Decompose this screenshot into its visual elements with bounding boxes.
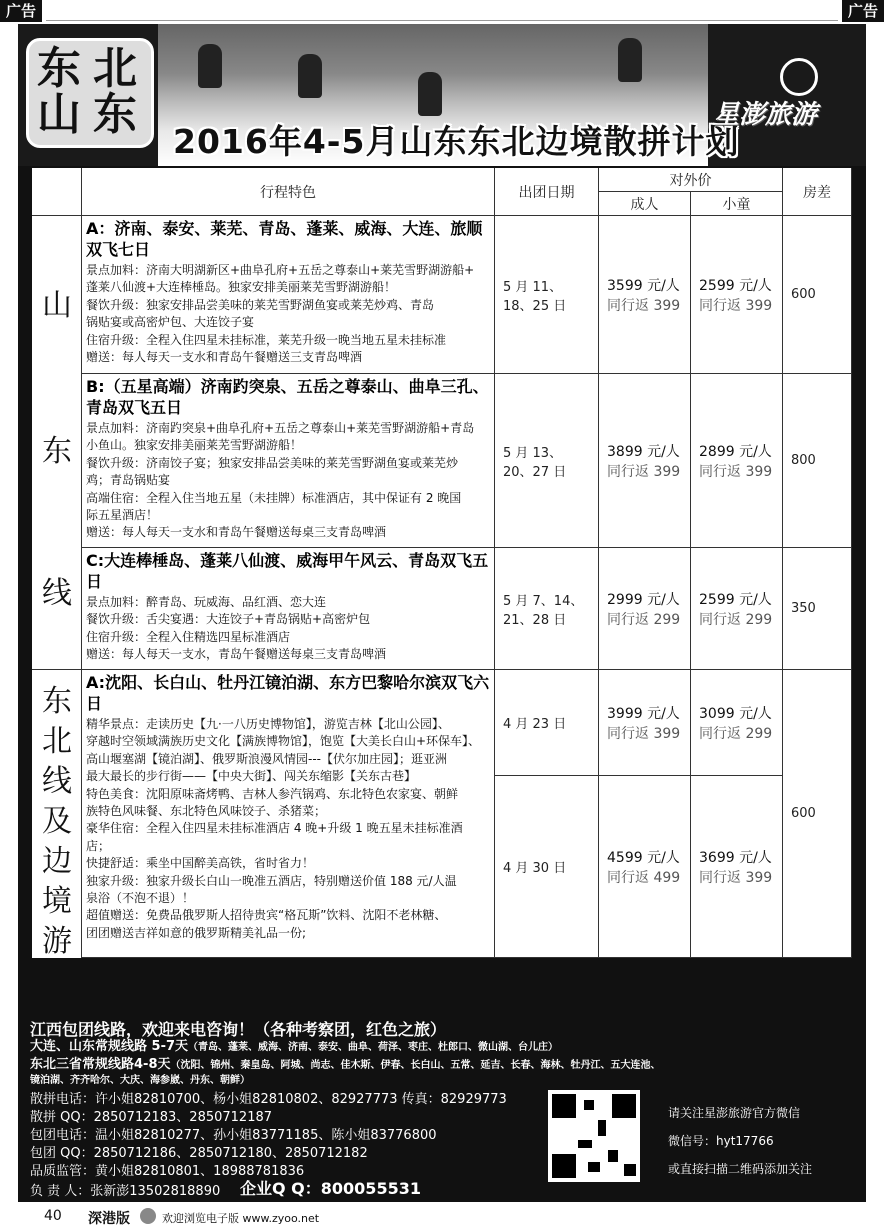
route-detail: 高端住宿：全程入住当地五星（未挂牌）标准酒店，其中保证有 2 晚国 bbox=[86, 490, 462, 505]
route-detail: 精华景点：走读历史【九·一八历史博物馆】，游览吉林【北山公园】、 bbox=[86, 717, 450, 731]
route-detail: 住宿升级：全程入住四星未挂标准，莱芜升级一晚当地五星未挂标准 bbox=[86, 332, 447, 347]
child-price-cell bbox=[691, 374, 783, 548]
route-detail: 赠送：每人每天一支水和青岛午餐赠送三支青岛啤酒 bbox=[86, 350, 363, 365]
route-dates bbox=[495, 216, 599, 374]
room-value: 600 bbox=[791, 287, 816, 302]
route-title: A:沈阳、长白山、牡丹江镜泊湖、东方巴黎哈尔滨双飞六日 bbox=[86, 673, 490, 713]
date-text: 5 月 13、20、27 日 bbox=[503, 445, 567, 480]
route-detail: 餐饮升级：舌尖宴遇：大连饺子+青岛锅贴+高密炉包 bbox=[86, 612, 371, 627]
route-detail: 鸡；青岛锅贴宴 bbox=[86, 473, 171, 488]
region-char: 边 bbox=[42, 844, 72, 879]
adult-rebate: 同行返 399 bbox=[607, 725, 681, 742]
route-detail: 快捷舒适：乘坐中国醉美高铁，省时省力！ bbox=[86, 856, 315, 871]
child-price-cell bbox=[691, 548, 783, 670]
header-dates: 出团日期 bbox=[495, 168, 599, 216]
adult-rebate: 同行返 399 bbox=[607, 463, 681, 480]
route-detail: 景点加料：济南趵突泉+曲阜孔府+五岳之尊泰山+莱芜雪野湖游船+青岛 bbox=[86, 421, 475, 435]
child-rebate: 同行返 299 bbox=[699, 725, 773, 742]
footer-line-main: 大连、山东常规线路 5-7天 bbox=[30, 1039, 189, 1054]
region-char: 及 bbox=[42, 804, 72, 839]
route-detail: 团团赠送吉祥如意的俄罗斯精美礼品一份; bbox=[86, 925, 307, 940]
route-detail: 蓬莱八仙渡+大连棒棰岛。独家安排美丽莱芜雪野湖游船！ bbox=[86, 280, 397, 295]
skier-figure bbox=[198, 44, 222, 88]
logo-char: 东 bbox=[37, 43, 81, 94]
adult-rebate: 同行返 299 bbox=[607, 611, 681, 628]
region-logo bbox=[26, 38, 154, 148]
adult-rebate: 同行返 499 bbox=[607, 869, 681, 886]
footer-line-jiangxi: 江西包团线路，欢迎来电咨询！（各种考察团，红色之旅） bbox=[30, 1020, 447, 1039]
date-text: 5 月 11、18、25 日 bbox=[503, 279, 567, 314]
child-price-cell bbox=[691, 776, 783, 958]
route-title: B:（五星高端）济南趵突泉、五岳之尊泰山、曲阜三孔、青岛双飞五日 bbox=[86, 377, 489, 417]
region-char: 线 bbox=[42, 764, 72, 799]
header-overseas-price: 对外价 bbox=[599, 168, 783, 192]
child-price: 3699 元/人 bbox=[699, 849, 772, 866]
adult-price-cell bbox=[599, 548, 691, 670]
route-dates bbox=[495, 374, 599, 548]
adult-price: 3899 元/人 bbox=[607, 443, 680, 460]
route-detail: 特色美食：沈阳原味斋烤鸭、吉林人参汽锅鸡、东北特色农家宴、朝鲜 bbox=[86, 786, 459, 801]
region-northeast bbox=[32, 670, 82, 958]
adult-price-cell bbox=[599, 776, 691, 958]
room-diff bbox=[783, 548, 852, 670]
route-detail: 超值赠送：免费品俄罗斯人招待贵宾“格瓦斯”饮料、沈阳不老林糖、 bbox=[86, 908, 447, 923]
edition-label: 深港版 bbox=[88, 1211, 130, 1227]
ad-label-right: 广告 bbox=[842, 0, 884, 22]
brand-logo: 星澎旅游 bbox=[713, 100, 818, 130]
contact-line: 品质监管：黄小姐82810801、18988781836 bbox=[30, 1164, 305, 1179]
route-detail: 餐饮升级：独家安排品尝美味的莱芜雪野湖鱼宴或莱芜炒鸡、青岛 bbox=[86, 297, 435, 312]
ad-bar bbox=[0, 0, 884, 22]
contact-line: 包团电话：温小姐82810277、孙小姐83771185、陈小姐83776800 bbox=[30, 1128, 437, 1143]
route-dates bbox=[495, 776, 599, 958]
skier-figure bbox=[418, 72, 442, 116]
route-detail: 最大最长的步行街——【中央大街】、闯关东缩影【关东古巷】 bbox=[86, 769, 417, 784]
route-detail: 族特色风味餐、东北特色风味饺子、杀猪菜； bbox=[86, 804, 327, 819]
date-text: 5 月 7、14、21、28 日 bbox=[503, 593, 584, 628]
route-detail: 店； bbox=[86, 838, 111, 853]
room-diff bbox=[783, 374, 852, 548]
route-detail: 际五星酒店！ bbox=[86, 508, 159, 523]
footer-line-small: （沈阳、锦州、秦皇岛、阿城、尚志、佳木斯、伊春、长白山、五常、延吉、长春、海林、牡丹江、五大连池、 bbox=[170, 1060, 661, 1071]
child-rebate: 同行返 399 bbox=[699, 869, 773, 886]
banner bbox=[18, 24, 866, 166]
child-price-cell bbox=[691, 670, 783, 776]
route-detail: 高山堰塞湖【镜泊湖】、俄罗斯浪漫风情园---【伏尔加庄园】；逛亚洲 bbox=[86, 751, 447, 766]
enterprise-qq: 企业Q Q：800055531 bbox=[240, 1179, 421, 1198]
contact-line: 散拼电话：许小姐82810700、杨小姐82810802、82927773 传真：82929773 bbox=[30, 1092, 507, 1107]
region-char: 线 bbox=[42, 576, 72, 611]
site-logo-icon bbox=[140, 1208, 156, 1224]
wechat-line: 微信号：hyt17766 bbox=[668, 1134, 774, 1148]
route-detail: 住宿升级：全程入住精选四星标准酒店 bbox=[86, 629, 291, 644]
child-rebate: 同行返 399 bbox=[699, 463, 773, 480]
route-b-shandong bbox=[82, 374, 495, 548]
child-price: 2599 元/人 bbox=[699, 277, 772, 294]
child-price: 2899 元/人 bbox=[699, 443, 772, 460]
route-detail: 锅贴宴或高密炉包、大连饺子宴 bbox=[86, 315, 255, 330]
footer-line-main: 东北三省常规线路4-8天 bbox=[30, 1057, 171, 1072]
logo-char: 山 bbox=[37, 89, 81, 140]
headline: 2016年4-5月山东东北边境散拼计划 bbox=[173, 122, 740, 161]
room-diff bbox=[783, 216, 852, 374]
region-char: 境 bbox=[42, 884, 72, 919]
logo-char: 北 bbox=[93, 43, 137, 94]
date-text: 4 月 30 日 bbox=[503, 861, 567, 876]
child-rebate: 同行返 299 bbox=[699, 611, 773, 628]
route-dates bbox=[495, 548, 599, 670]
header-room: 房差 bbox=[783, 168, 852, 216]
route-title: C:大连棒棰岛、蓬莱八仙渡、威海甲午风云、青岛双飞五日 bbox=[86, 551, 489, 591]
region-char: 东 bbox=[42, 434, 72, 469]
route-detail: 穿越时空领域满族历史文化【满族博物馆】，饱览【大美长白山+环保车】、 bbox=[86, 734, 481, 749]
child-price: 2599 元/人 bbox=[699, 591, 772, 608]
region-char: 东 bbox=[42, 684, 72, 719]
qr-code bbox=[548, 1090, 640, 1182]
child-rebate: 同行返 399 bbox=[699, 297, 773, 314]
child-price-cell bbox=[691, 216, 783, 374]
header-blank bbox=[32, 168, 82, 216]
route-c-shandong bbox=[82, 548, 495, 670]
adult-price: 3599 元/人 bbox=[607, 277, 680, 294]
region-shandong bbox=[32, 216, 82, 670]
route-detail: 独家升级：独家升级长白山一晚准五酒店，特别赠送价值 188 元/人温 bbox=[86, 873, 457, 888]
adult-price: 3999 元/人 bbox=[607, 705, 680, 722]
contact-line: 包团 QQ：2850712186、2850712180、2850712182 bbox=[30, 1146, 368, 1161]
site-note: 欢迎浏览电子版 www.zyoo.net bbox=[162, 1212, 320, 1225]
route-detail: 餐饮升级：济南饺子宴；独家安排品尝美味的莱芜雪野湖鱼宴或莱芜炒 bbox=[86, 455, 459, 470]
route-a-northeast bbox=[82, 670, 495, 958]
region-char: 山 bbox=[42, 288, 72, 323]
adult-price: 2999 元/人 bbox=[607, 591, 680, 608]
logo-char: 东 bbox=[93, 89, 137, 140]
route-detail: 赠送：每人每天一支水，青岛午餐赠送每桌三支青岛啤酒 bbox=[86, 647, 387, 662]
wechat-line: 或直接扫描二维码添加关注 bbox=[668, 1162, 813, 1176]
adult-price-cell bbox=[599, 670, 691, 776]
ad-divider bbox=[46, 20, 838, 21]
adult-rebate: 同行返 399 bbox=[607, 297, 681, 314]
footer-line-shandong bbox=[30, 1035, 558, 1054]
page-footer bbox=[0, 1204, 884, 1230]
manager-line: 负 责 人：张新澎13502818890 bbox=[30, 1184, 221, 1199]
route-title: A：济南、泰安、莱芜、青岛、蓬莱、威海、大连、旅顺双飞七日 bbox=[86, 219, 483, 259]
contact-line: 散拼 QQ：2850712183、2850712187 bbox=[30, 1110, 273, 1125]
child-price: 3099 元/人 bbox=[699, 705, 772, 722]
route-detail: 小鱼山。独家安排美丽莱芜雪野湖游船！ bbox=[86, 438, 303, 453]
route-detail: 景点加料：济南大明湖新区+曲阜孔府+五岳之尊泰山+莱芜雪野湖游船+ bbox=[86, 263, 475, 277]
skier-figure bbox=[298, 54, 322, 98]
region-char: 游 bbox=[42, 924, 72, 959]
date-text: 4 月 23 日 bbox=[503, 717, 567, 732]
room-diff bbox=[783, 670, 852, 958]
route-dates bbox=[495, 670, 599, 776]
route-detail: 泉浴（不泡不退）！ bbox=[86, 891, 195, 906]
route-detail: 豪华住宿：全程入住四星未挂标准酒店 4 晚+升级 1 晚五星未挂标准酒 bbox=[86, 821, 463, 836]
skier-figure bbox=[618, 38, 642, 82]
footer-line-small: （青岛、蓬莱、威海、济南、泰安、曲阜、荷泽、枣庄、杜郎口、微山湖、台儿庄） bbox=[188, 1042, 559, 1053]
header-features: 行程特色 bbox=[82, 168, 495, 216]
header-adult: 成人 bbox=[599, 192, 691, 216]
room-value: 350 bbox=[791, 601, 816, 616]
route-a-shandong bbox=[82, 216, 495, 374]
route-detail: 赠送：每人每天一支水和青岛午餐赠送每桌三支青岛啤酒 bbox=[86, 525, 387, 540]
adult-price-cell bbox=[599, 374, 691, 548]
adult-price: 4599 元/人 bbox=[607, 849, 680, 866]
footer-line-northeast bbox=[30, 1053, 661, 1072]
room-value: 800 bbox=[791, 453, 816, 468]
header-child: 小童 bbox=[691, 192, 783, 216]
sun-icon bbox=[780, 58, 818, 96]
page-number: 40 bbox=[44, 1208, 62, 1224]
room-value: 600 bbox=[791, 806, 816, 821]
ad-label-left: 广告 bbox=[0, 0, 42, 22]
region-char: 北 bbox=[42, 724, 72, 759]
route-detail: 景点加料：醉青岛、玩威海、品红酒、恋大连 bbox=[86, 595, 327, 609]
footer-line-cities: 镜泊湖、齐齐哈尔、大庆、海参崴、丹东、朝鲜） bbox=[30, 1075, 250, 1086]
wechat-line: 请关注星澎旅游官方微信 bbox=[668, 1106, 801, 1120]
itinerary-table bbox=[32, 168, 852, 958]
adult-price-cell bbox=[599, 216, 691, 374]
